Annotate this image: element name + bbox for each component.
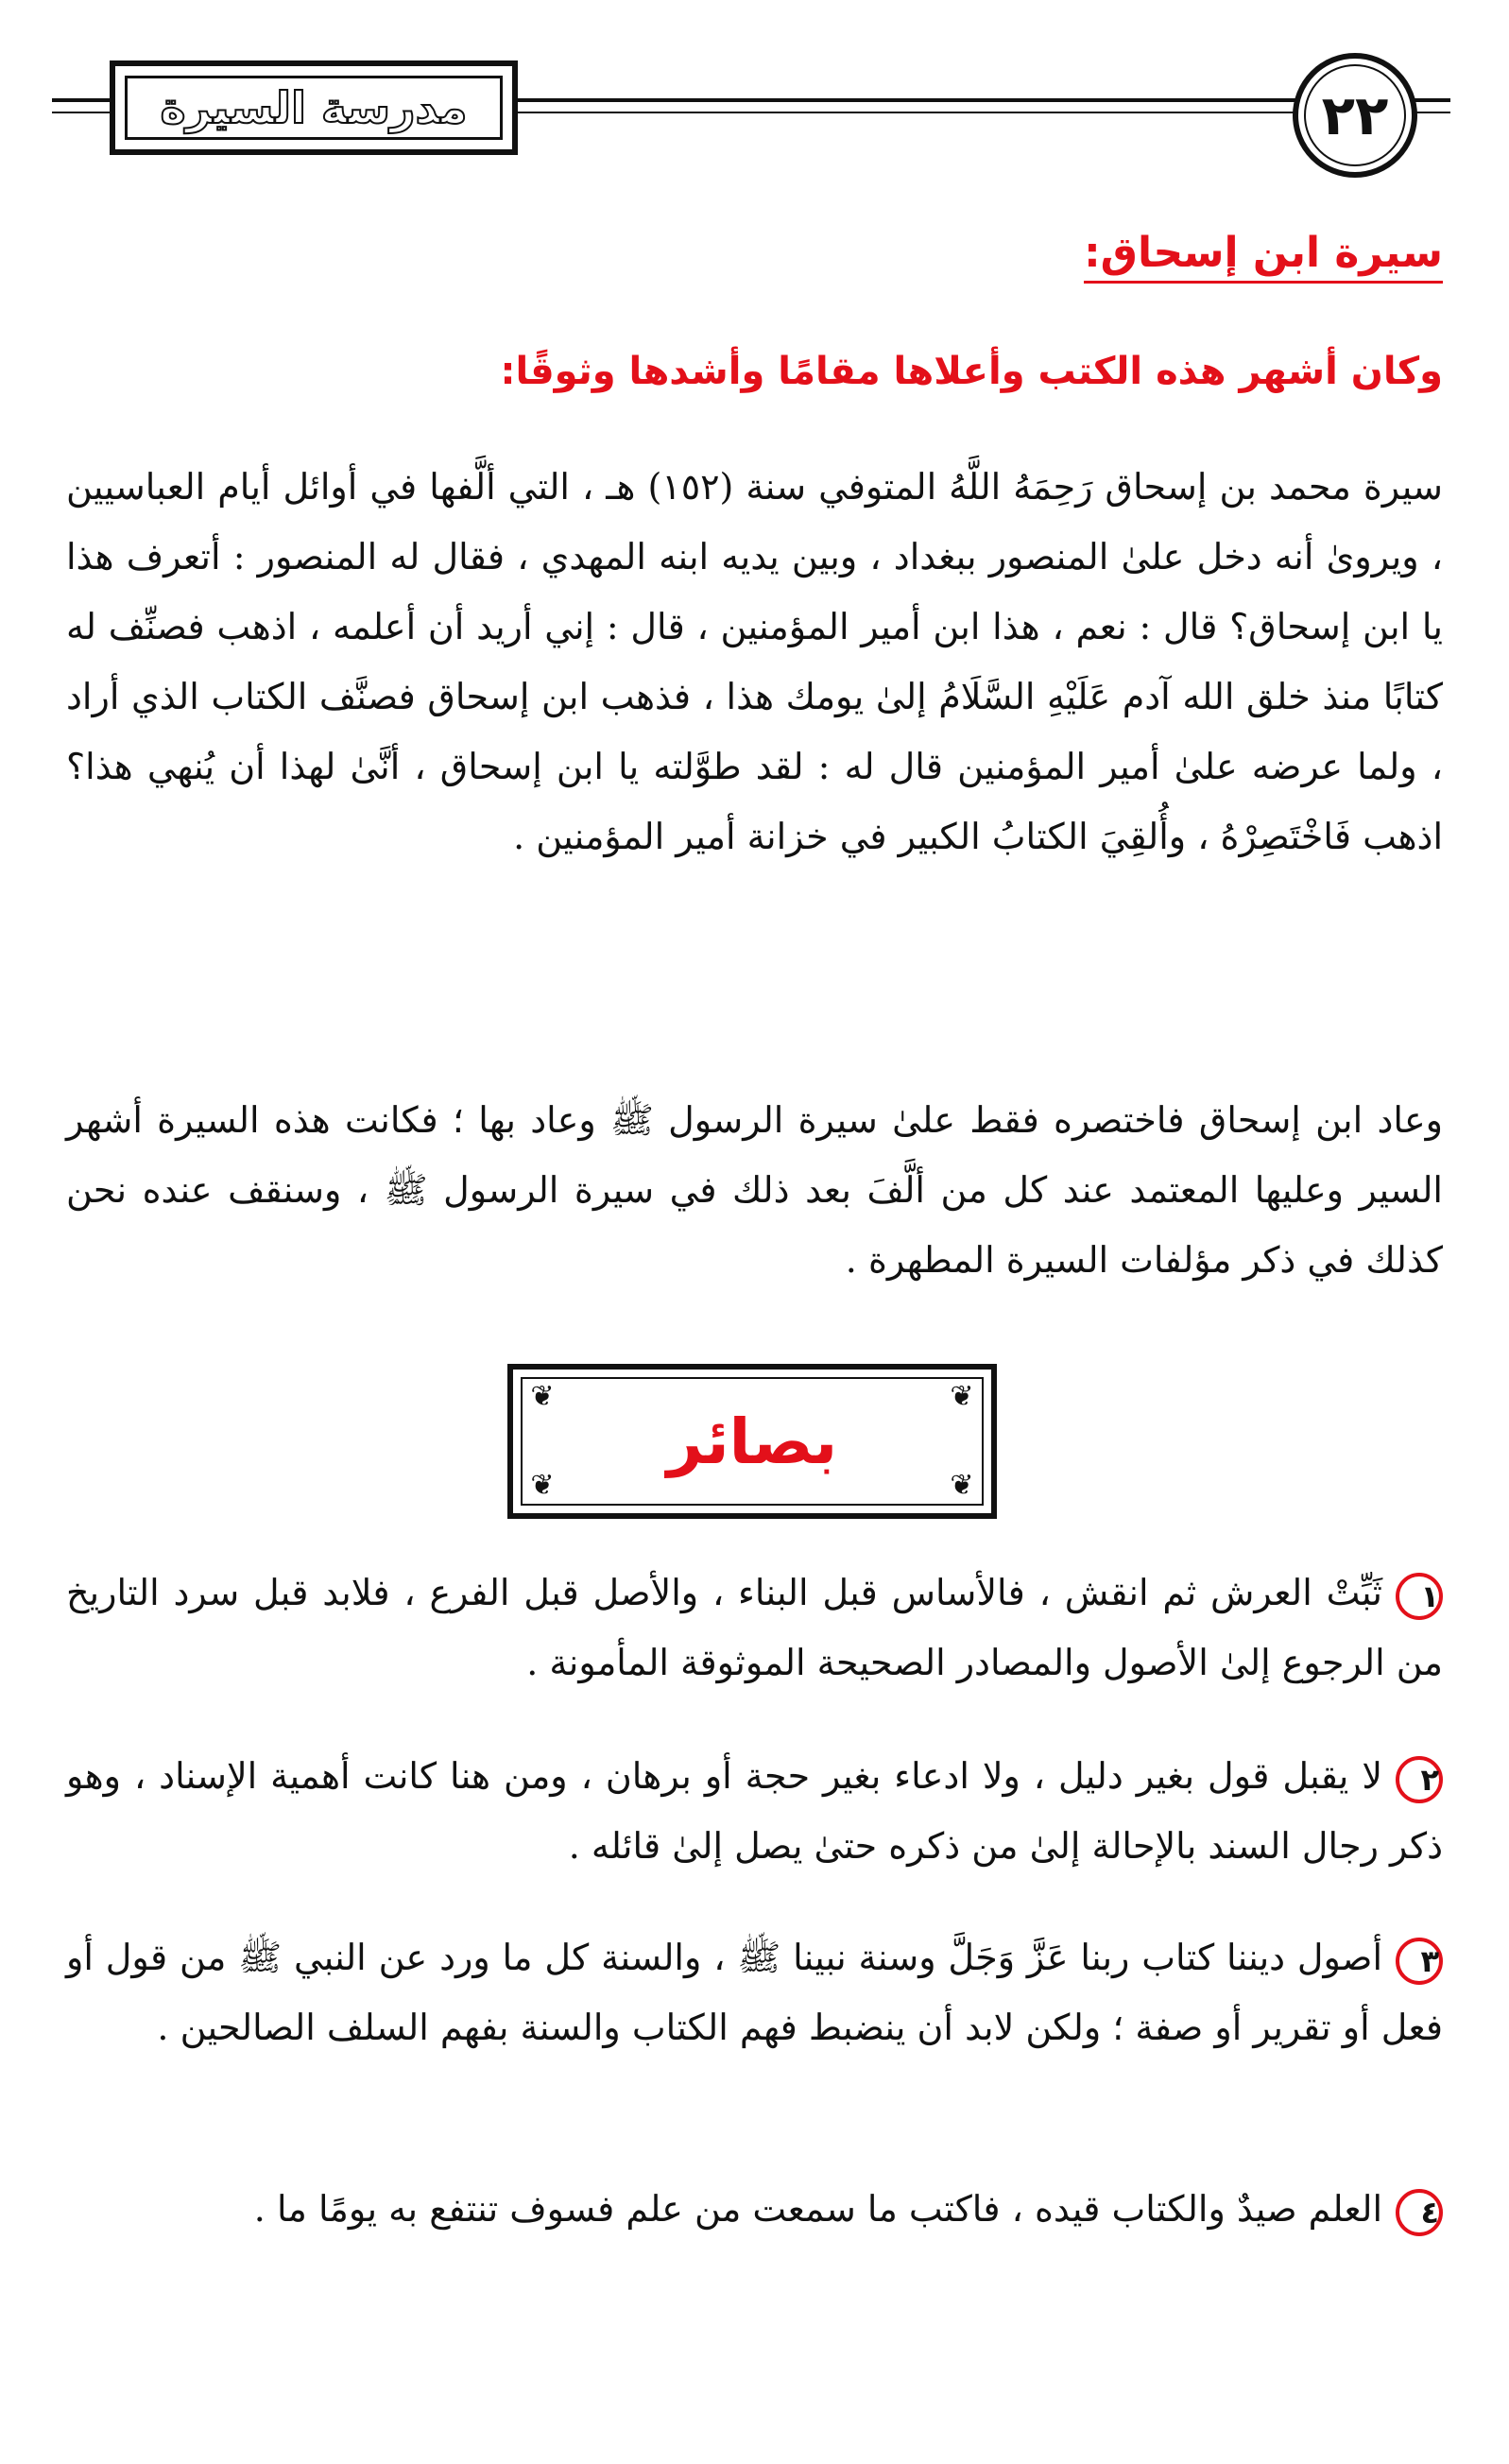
point-item xyxy=(66,1558,1443,1697)
corner-ornament-icon: ❦ xyxy=(950,1380,974,1413)
point-text: أصول ديننا كتاب ربنا عَزَّ وَجَلَّ وسنة نبينا ﷺ ، والسنة كل ما ورد عن النبي ﷺ من قول أو فعل أو تقرير أو صفة ؛ ولكن لابد أن ينضبط فهم الكتاب والسنة بفهم السلف الصالحين . xyxy=(66,1937,1443,2048)
basaer-banner xyxy=(507,1364,997,1519)
book-title-badge xyxy=(110,60,518,155)
corner-ornament-icon: ❦ xyxy=(950,1469,974,1502)
corner-ornament-icon: ❦ xyxy=(530,1380,555,1413)
page-number: ٢٢ xyxy=(1293,53,1417,178)
point-text: ثَبِّتْ العرش ثم انقش ، فالأساس قبل البناء ، والأصل قبل الفرع ، فلابد قبل سرد التاريخ من الرجوع إلىٰ الأصول والمصادر الصحيحة الموثوقة المأمونة . xyxy=(66,1572,1443,1683)
point-text: العلم صيدٌ والكتاب قيده ، فاكتب ما سمعت من علم فسوف تنتفع به يومًا ما . xyxy=(253,2188,1382,2230)
section-heading: سيرة ابن إسحاق: xyxy=(1084,229,1443,284)
paragraph-1: سيرة محمد بن إسحاق رَحِمَهُ اللَّهُ المتوفي سنة (١٥٢) هـ ، التي ألَّفها في أوائل أيام العباسيين ، ويروىٰ أنه دخل علىٰ المنصور ببغداد ، وبين يديه ابنه المهدي ، فقال له المنصور : أتعرف هذا يا ابن إسحاق؟ قال : نعم ، هذا ابن أمير المؤمنين ، قال : إني أريد أن أعلمه ، اذهب فصنِّف له كتابًا منذ خلق الله آدم عَلَيْهِ السَّلَامُ إلىٰ يومك هذا ، فذهب ابن إسحاق فصنَّف الكتاب الذي أراد ، ولما عرضه علىٰ أمير المؤمنين قال له : لقد طوَّلته يا ابن إسحاق ، أنَّىٰ لهذا أن يُنهي هذا؟ اذهب فَاخْتَصِرْهُ ، وأُلقِيَ الكتابُ الكبير في خزانة أمير المؤمنين . xyxy=(66,466,1444,857)
point-item xyxy=(66,2174,1443,2244)
paragraph-2: وعاد ابن إسحاق فاختصره فقط علىٰ سيرة الرسول ﷺ وعاد بها ؛ فكانت هذه السيرة أشهر السير وعليها المعتمد عند كل من ألَّفَ بعد ذلك في سيرة الرسول ﷺ ، وسنقف عنده نحن كذلك في ذكر مؤلفات السيرة المطهرة . xyxy=(66,1099,1443,1281)
point-number: ٢ xyxy=(1396,1756,1443,1803)
point-text: لا يقبل قول بغير دليل ، ولا ادعاء بغير حجة أو برهان ، ومن هنا كانت أهمية الإسناد ، وهو ذكر رجال السند بالإحالة إلىٰ من ذكره حتىٰ يصل إلىٰ قائله . xyxy=(66,1755,1443,1867)
point-item xyxy=(66,1922,1443,2062)
point-item xyxy=(66,1741,1443,1881)
book-title: مدرسة السيرة xyxy=(160,82,468,133)
corner-ornament-icon: ❦ xyxy=(530,1469,555,1502)
section-subheading: وكان أشهر هذه الكتب وأعلاها مقامًا وأشدها وثوقًا: xyxy=(500,350,1443,393)
point-number: ١ xyxy=(1396,1573,1443,1620)
banner-label: بصائر xyxy=(666,1404,838,1478)
point-number: ٤ xyxy=(1396,2189,1443,2236)
point-number: ٣ xyxy=(1396,1938,1443,1985)
